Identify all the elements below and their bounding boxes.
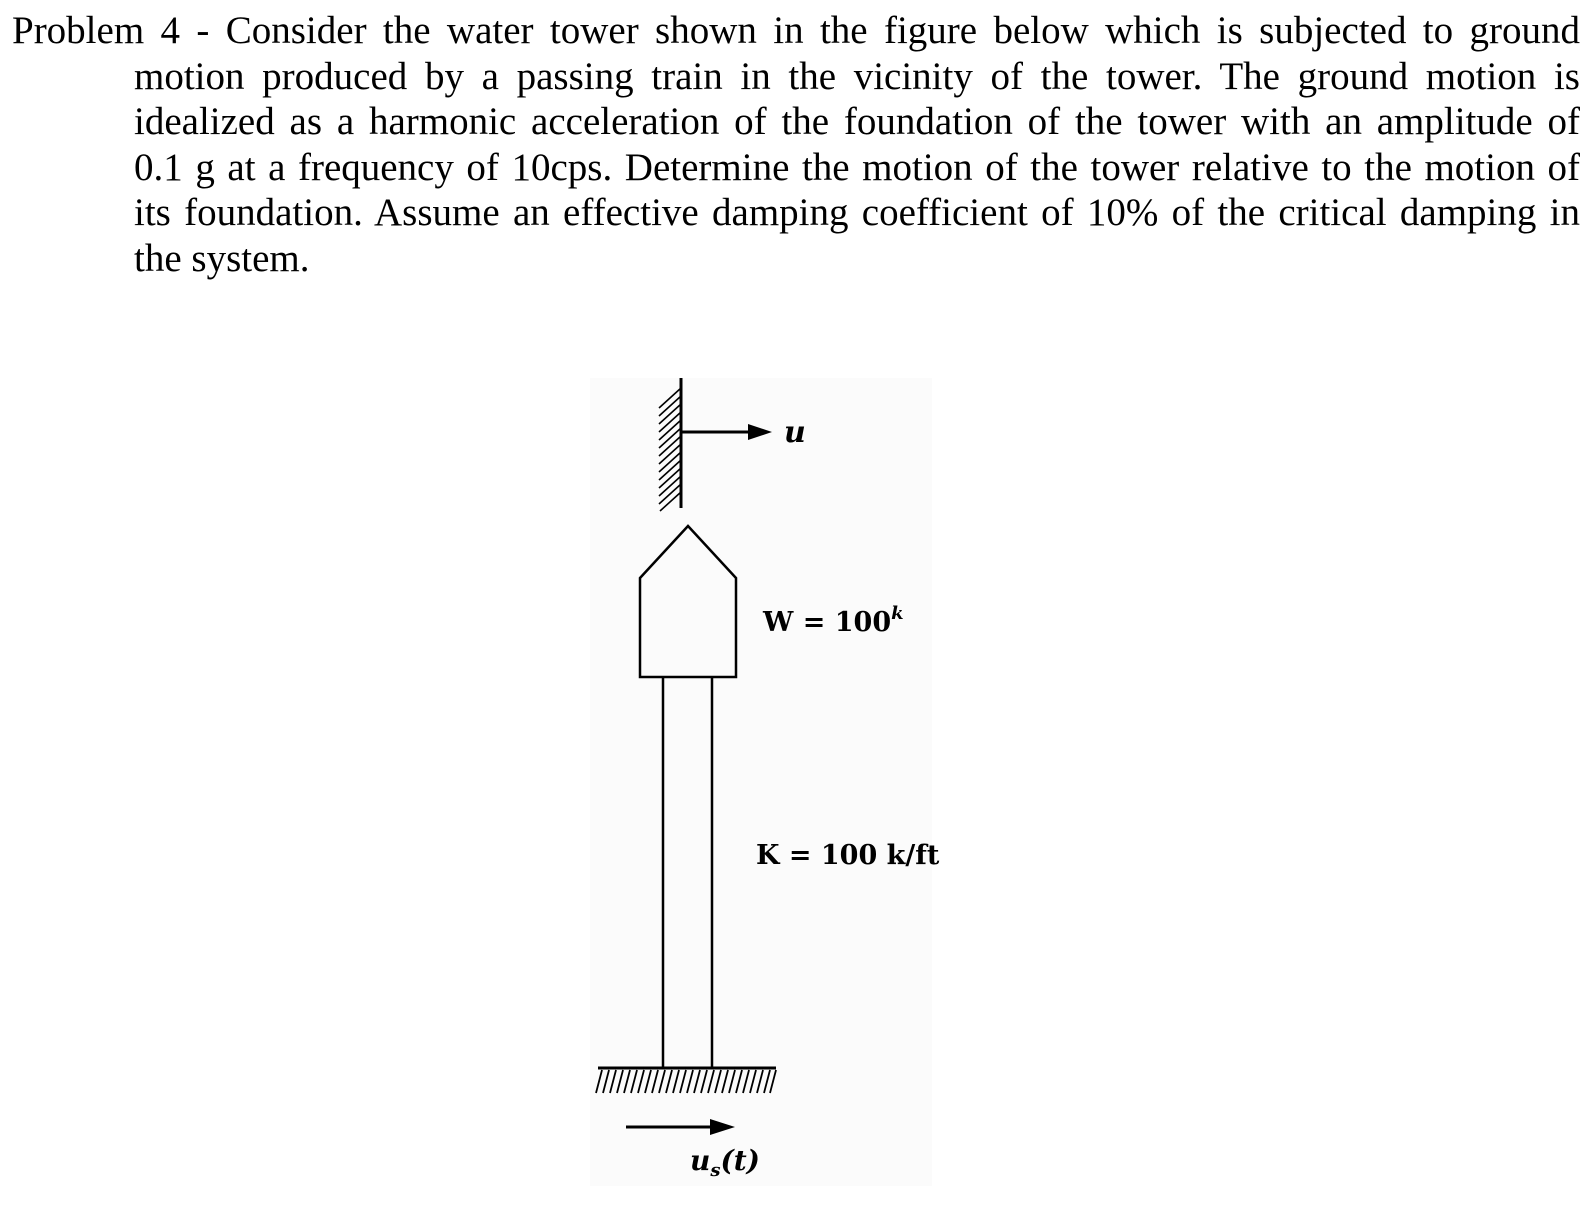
ground-motion-label: $u_s(t)$ xyxy=(690,1144,760,1181)
tower-column xyxy=(663,677,712,1068)
ground-support xyxy=(596,1068,776,1093)
problem-line-6: the system. xyxy=(134,236,310,280)
ground-motion-arrow xyxy=(626,1119,735,1135)
water-tank xyxy=(640,526,736,677)
displacement-arrow xyxy=(681,424,772,440)
problem-line-2: motion produced by a passing train in the vicinity of the tower. The ground motion is xyxy=(134,54,1580,98)
problem-line-3: idealized as a harmonic acceleration of the foundation of the tower with an amplitude of xyxy=(134,100,1580,143)
weight-label: $W = 100^k$ xyxy=(763,603,904,638)
reference-wall xyxy=(659,378,681,511)
stiffness-label: K = 100 k/ft xyxy=(756,840,940,871)
problem-line-5: its foundation. Assume an effective damping coefficient of 10% of the critical damping in xyxy=(134,191,1580,234)
problem-line-1: Problem 4 - Consider the water tower shown in the figure below which is subjected to ground xyxy=(12,9,1580,52)
problem-line-4: 0.1 g at a frequency of 10cps. Determine the motion of the tower relative to the motion of xyxy=(134,145,1580,189)
displacement-label: u xyxy=(784,415,806,450)
